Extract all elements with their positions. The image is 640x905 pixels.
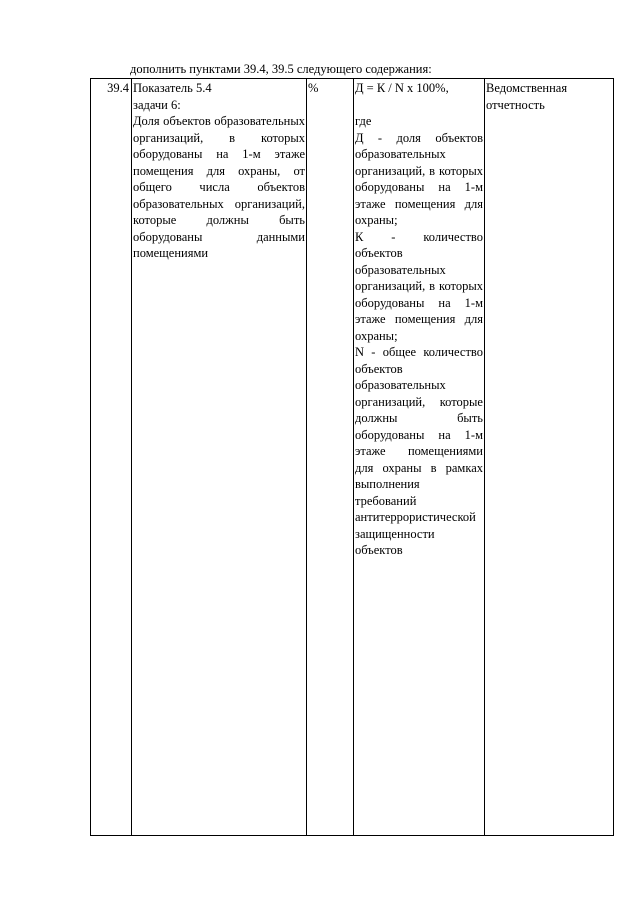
indicator-table	[90, 78, 614, 836]
indicator-cell	[132, 79, 307, 836]
definition-k: К - количество объектов образовательных организаций, в которых оборудованы на 1-м этаже помещения для охраны;	[355, 229, 483, 343]
formula-spacer	[355, 97, 483, 114]
definition-n: N - общее количество объектов образовательных организаций, которые должны быть оборудованы на 1-м этаже помещениями для охраны в рамках выполнения требований антитеррористической защищенности объектов	[355, 345, 483, 557]
unit-cell: %	[307, 79, 354, 836]
indicator-title: Показатель 5.4	[133, 81, 212, 95]
definition-d: Д - доля объектов образовательных организаций, в которых оборудованы на 1-м этаже помещения для охраны;	[355, 130, 483, 227]
where-text: где	[355, 114, 372, 128]
table-row	[91, 79, 614, 836]
intro-text: дополнить пунктами 39.4, 39.5 следующего содержания:	[130, 62, 432, 76]
source-cell: Ведомственная отчетность	[485, 79, 614, 836]
row-number-cell: 39.4	[91, 79, 132, 836]
indicator-text: Доля объектов образовательных организаций, в которых оборудованы на 1-м этаже помещения для охраны, от общего числа объектов образовательных организаций, которые должны быть оборудованы данными помещениями	[133, 114, 305, 260]
formula-cell	[354, 79, 485, 836]
indicator-task: задачи 6:	[133, 97, 181, 112]
formula-text: Д = К / N х 100%,	[355, 81, 449, 95]
